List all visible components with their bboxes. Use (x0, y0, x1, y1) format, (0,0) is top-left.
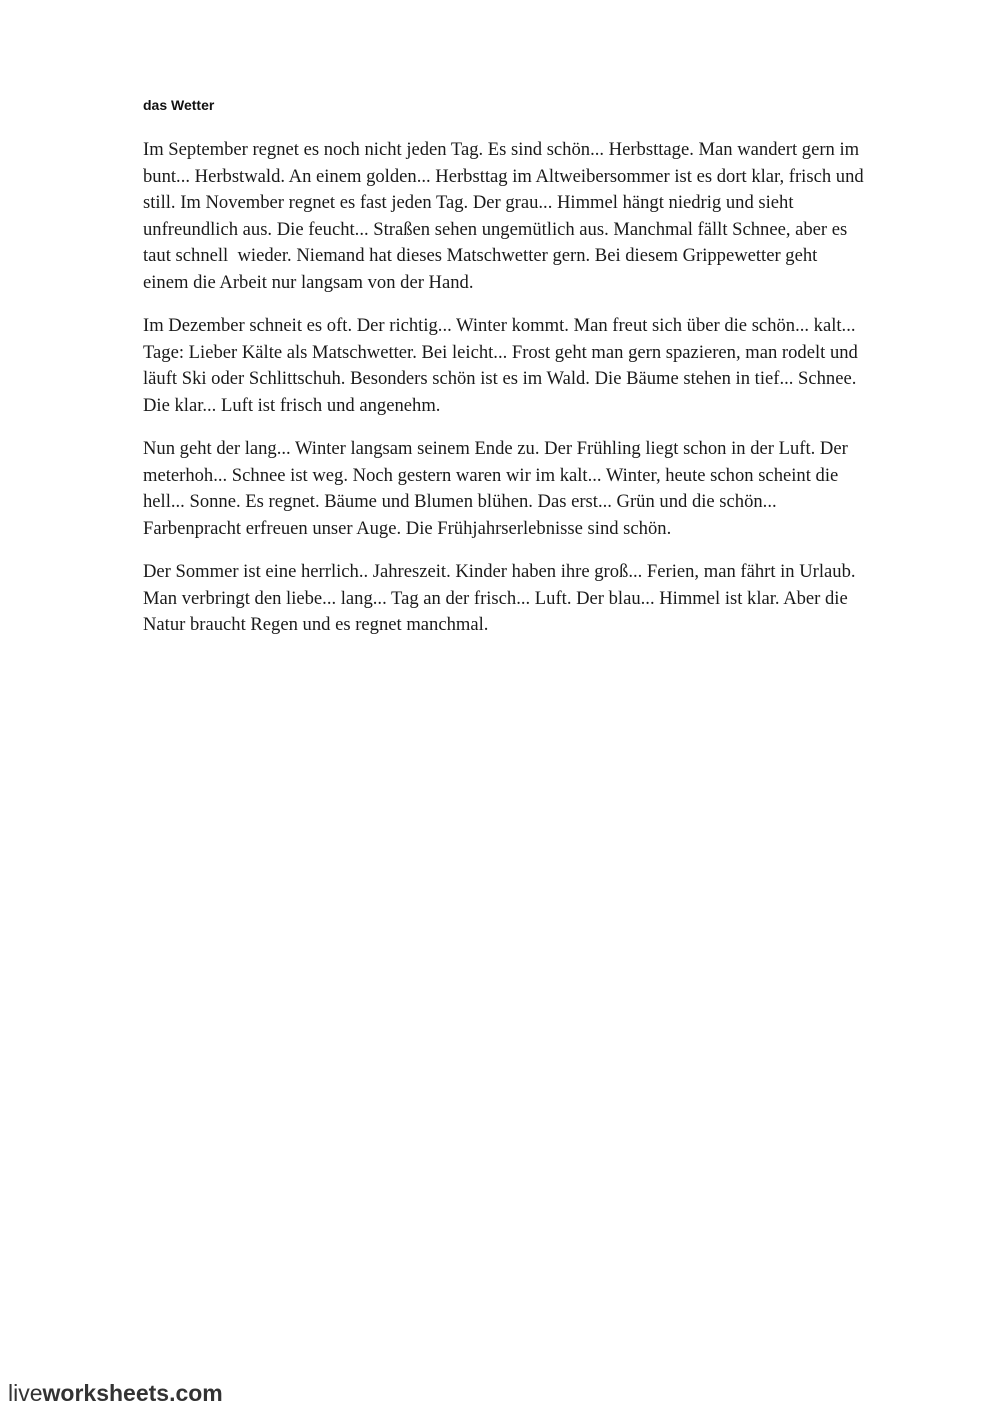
worksheet-title: das Wetter (143, 97, 215, 113)
text-line: Nun geht der lang... Winter langsam seinem Ende zu. Der Frühling liegt schon in der Luft. Der (143, 438, 848, 459)
paragraph-september (143, 137, 933, 296)
text-line: unfreundlich aus. Die feucht... Straßen sehen ungemütlich aus. Manchmal fällt Schnee, aber es (143, 218, 848, 240)
text-line: läuft Ski oder Schlittschuh. Besonders schön ist es im Wald. Die Bäume stehen in tief... Schnee. (143, 368, 857, 389)
paragraph-dezember (143, 313, 933, 419)
text-line: einem die Arbeit nur langsam von der Hand. (143, 271, 474, 293)
paragraph-sommer (143, 559, 933, 639)
text-line: bunt... Herbstwald. An einem golden... Herbsttag im Altweibersommer ist es dort klar, frisch und (143, 165, 864, 187)
watermark-domain: .com (169, 1380, 223, 1406)
worksheet-body (143, 137, 933, 656)
text-line: Man verbringt den liebe... lang... Tag an der frisch... Luft. Der blau... Himmel ist klar. Aber die (143, 587, 848, 609)
text-line: meterhoh... Schnee ist weg. Noch gestern waren wir im kalt... Winter, heute schon scheint die (143, 464, 839, 486)
paragraph-fruehling (143, 436, 933, 542)
text-line: Im September regnet es noch nicht jeden Tag. Es sind schön... Herbsttage. Man wandert gern im (143, 139, 860, 160)
watermark-live: live (8, 1380, 43, 1406)
text-line: Die klar... Luft ist frisch und angenehm. (143, 394, 441, 416)
text-line: Im Dezember schneit es oft. Der richtig... Winter kommt. Man freut sich über die schön... kalt... (143, 315, 856, 336)
liveworksheets-watermark (8, 1380, 223, 1407)
text-line: hell... Sonne. Es regnet. Bäume und Blumen blühen. Das erst... Grün und die schön... (143, 491, 777, 512)
text-line: Der Sommer ist eine herrlich.. Jahreszeit. Kinder haben ihre groß... Ferien, man fährt in Urlaub. (143, 561, 856, 582)
text-line: Natur braucht Regen und es regnet manchmal. (143, 614, 489, 635)
text-line: still. Im November regnet es fast jeden Tag. Der grau... Himmel hängt niedrig und sieht (143, 192, 794, 213)
text-line: Tage: Lieber Kälte als Matschwetter. Bei leicht... Frost geht man gern spazieren, man rodelt und (143, 341, 858, 363)
watermark-worksheets: worksheets (42, 1380, 170, 1406)
text-line: Farbenpracht erfreuen unser Auge. Die Frühjahrserlebnisse sind schön. (143, 517, 672, 539)
text-line: taut schnell wieder. Niemand hat dieses Matschwetter gern. Bei diesem Grippewetter geht (143, 245, 818, 266)
